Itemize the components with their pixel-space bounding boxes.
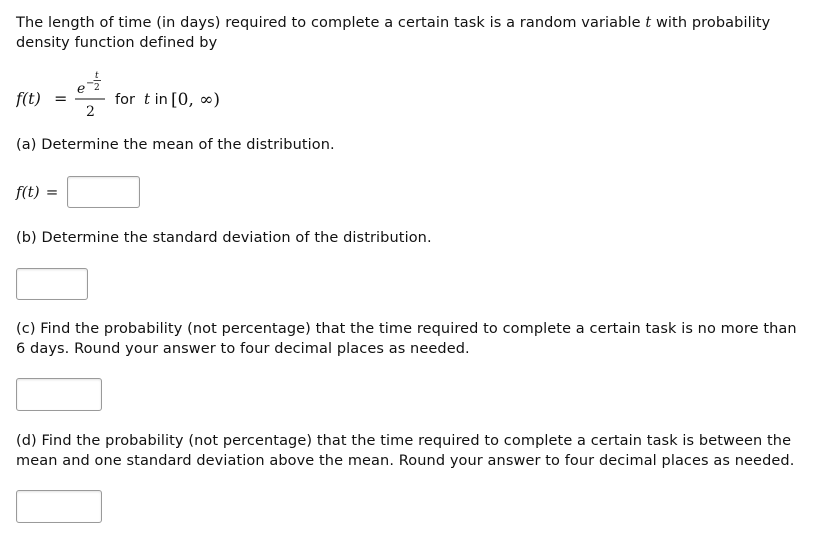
formula-lhs: f(t) xyxy=(16,89,41,108)
part-d-question-line-2: mean and one standard deviation above the mean. Round your answer to four decimal places as needed. xyxy=(16,453,795,469)
formula-denominator: 2 xyxy=(86,104,95,120)
part-c-question-line-2: 6 days. Round your answer to four decimal places as needed. xyxy=(16,341,470,357)
intro-line-1 xyxy=(16,13,770,33)
intro-text-a: The length of time (in days) required to complete a certain task is a random variable xyxy=(16,15,646,31)
part-a-answer-label xyxy=(16,182,58,203)
part-b-answer-input[interactable] xyxy=(16,268,88,300)
part-b-question: (b) Determine the standard deviation of the distribution. xyxy=(16,230,432,246)
formula-equals: = xyxy=(54,89,68,108)
part-d-question-line-1: (d) Find the probability (not percentage) that the time required to complete a certain task is between the xyxy=(16,433,792,449)
formula-exponent-numerator: t xyxy=(95,71,99,81)
intro-variable-t: t xyxy=(645,15,652,31)
part-a-question: (a) Determine the mean of the distribution. xyxy=(16,137,335,153)
pdf-formula xyxy=(16,66,316,126)
part-c-answer-input[interactable] xyxy=(16,378,102,411)
part-a-equals: = xyxy=(45,183,59,201)
formula-numerator-base: e xyxy=(77,81,86,97)
formula-domain-interval: [0, ∞) xyxy=(171,90,221,110)
part-d-answer-input[interactable] xyxy=(16,490,102,523)
formula-exponent-denominator: 2 xyxy=(94,83,100,93)
part-a-answer-input[interactable] xyxy=(67,176,140,208)
formula-exponent-sign: − xyxy=(86,78,95,89)
intro-line-2: density function defined by xyxy=(16,35,218,51)
formula-domain-mid: in xyxy=(150,92,173,108)
part-a-f-of-t: f(t) xyxy=(16,183,40,201)
intro-text-b: with probability xyxy=(651,15,771,31)
formula-domain-variable: t xyxy=(144,90,151,108)
part-c-question-line-1: (c) Find the probability (not percentage) that the time required to complete a certain task is no more than xyxy=(16,321,797,337)
formula-domain-prefix: for xyxy=(115,92,135,108)
